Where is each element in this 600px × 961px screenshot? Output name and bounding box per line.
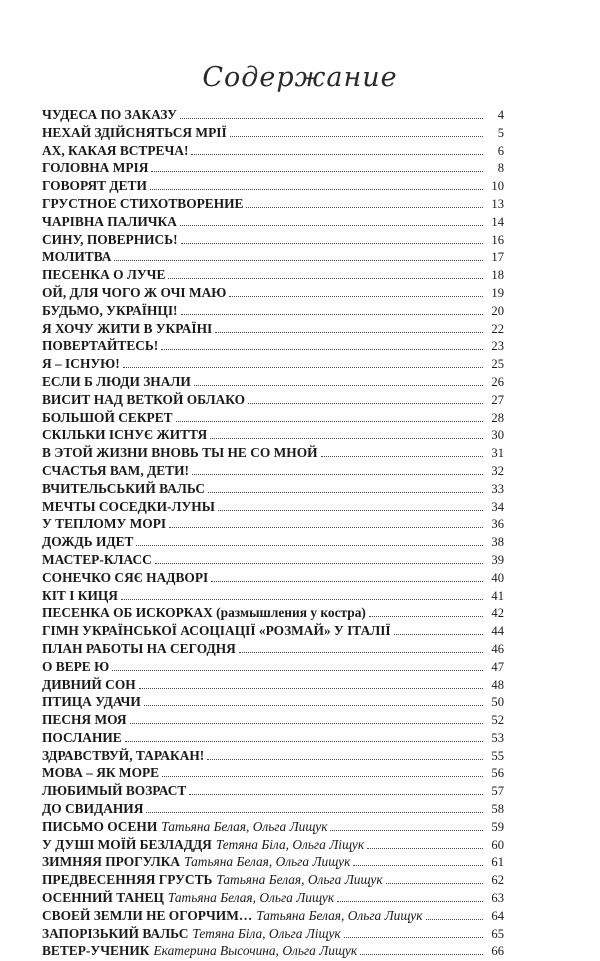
dot-leader — [169, 527, 483, 528]
entry-page-number: 5 — [497, 125, 504, 140]
entry-title: СВОЕЙ ЗЕМЛИ НЕ ОГОРЧИМ… — [42, 907, 253, 923]
entry-author: Екатерина Высочина, Ольга Лищук — [153, 943, 358, 959]
entry-title: ВИСИТ НАД ВЕТКОЙ ОБЛАКО — [42, 391, 246, 407]
dot-leader — [360, 954, 483, 955]
toc-entry — [42, 818, 504, 836]
entry-page-number: 66 — [491, 944, 504, 959]
toc-entry — [42, 284, 504, 302]
entry-author: Тетяна Біла, Ольга Ліщук — [192, 925, 341, 941]
entry-title: Я – ІСНУЮ! — [42, 356, 120, 372]
dot-leader — [130, 723, 483, 724]
entry-title: НЕХАЙ ЗДІЙСНЯТЬСЯ МРІЇ — [42, 124, 227, 140]
toc-entry — [42, 266, 504, 284]
dot-leader — [181, 243, 483, 244]
entry-page-number: 32 — [491, 463, 504, 478]
dot-leader — [136, 545, 483, 546]
entry-page-number: 57 — [491, 784, 504, 799]
entry-page-number: 22 — [491, 321, 504, 336]
toc-entry — [42, 676, 504, 694]
toc-entry — [42, 853, 504, 871]
dot-leader — [344, 937, 483, 938]
entry-page-number: 6 — [497, 143, 504, 158]
entry-page-number: 59 — [491, 819, 504, 834]
toc-entry — [42, 355, 504, 373]
entry-title: Я ХОЧУ ЖИТИ В УКРАЇНІ — [42, 320, 213, 336]
toc-entry — [42, 462, 504, 480]
entry-title: ДОЖДЬ ИДЕТ — [42, 534, 134, 550]
entry-title: СЧАСТЬЯ ВАМ, ДЕТИ! — [42, 462, 189, 478]
entry-page-number: 13 — [491, 196, 504, 211]
toc-entry — [42, 889, 504, 907]
dot-leader — [211, 581, 483, 582]
entry-title: СОНЕЧКО СЯЄ НАДВОРІ — [42, 569, 209, 585]
toc-entry — [42, 782, 504, 800]
entry-title: ДО СВИДАНИЯ — [42, 801, 144, 817]
entry-title: МОВА – ЯК МОРЕ — [42, 765, 160, 781]
dot-leader — [155, 563, 483, 564]
entry-page-number: 31 — [491, 446, 504, 461]
dot-leader — [386, 883, 483, 884]
dot-leader — [369, 616, 483, 617]
entry-title: ПЛАН РАБОТЫ НА СЕГОДНЯ — [42, 640, 236, 656]
entry-title: БОЛЬШОЙ СЕКРЕТ — [42, 409, 173, 425]
entry-page-number: 23 — [491, 339, 504, 354]
entry-page-number: 53 — [491, 730, 504, 745]
toc-entry — [42, 942, 504, 960]
toc-entry — [42, 729, 504, 747]
toc-entry — [42, 498, 504, 516]
entry-page-number: 63 — [491, 891, 504, 906]
entry-author: Тетяна Біла, Ольга Ліщук — [215, 836, 365, 852]
entry-page-number: 18 — [491, 268, 504, 283]
dot-leader — [229, 296, 483, 297]
toc-entry — [42, 480, 504, 498]
entry-title: ДИВНИЙ СОН — [42, 676, 136, 692]
dot-leader — [426, 919, 484, 920]
entry-author: Татьяна Белая, Ольга Лищук — [216, 872, 383, 888]
toc-entry — [42, 248, 504, 266]
entry-title: ЗАПОРІЗЬКИЙ ВАЛЬС — [42, 925, 189, 941]
dot-leader — [180, 225, 483, 226]
toc-entry — [42, 693, 504, 711]
toc-entry — [42, 124, 504, 142]
entry-page-number: 30 — [491, 428, 504, 443]
entry-title: ПОВЕРТАЙТЕСЬ! — [42, 338, 159, 354]
dot-leader — [189, 794, 483, 795]
entry-page-number: 60 — [491, 837, 504, 852]
entry-title: ГОВОРЯТ ДЕТИ — [42, 178, 147, 194]
entry-page-number: 17 — [491, 250, 504, 265]
entry-title: ЧУДЕСА ПО ЗАКАЗУ — [42, 107, 177, 122]
entry-title: ГОЛОВНА МРІЯ — [42, 160, 149, 176]
dot-leader — [125, 741, 483, 742]
dot-leader — [144, 705, 483, 706]
entry-page-number: 16 — [491, 232, 504, 247]
dot-leader — [114, 260, 483, 261]
entry-page-number: 52 — [491, 713, 504, 728]
dot-leader — [246, 207, 483, 208]
dot-leader — [230, 136, 483, 137]
entry-author: Татьяна Белая, Ольга Лищук — [161, 818, 328, 834]
entry-page-number: 62 — [491, 873, 504, 888]
entry-page-number: 34 — [491, 499, 504, 514]
toc-list — [42, 106, 504, 960]
entry-page-number: 48 — [491, 677, 504, 692]
entry-title: ПЕСЕНКА ОБ ИСКОРКАХ (размышления у костра) — [42, 605, 366, 621]
toc-entry — [42, 337, 504, 355]
entry-title: ПРЕДВЕСЕННЯЯ ГРУСТЬ — [42, 872, 213, 888]
toc-entry — [42, 622, 504, 640]
toc-entry — [42, 391, 504, 409]
entry-title: ПТИЦА УДАЧИ — [42, 694, 141, 710]
dot-leader — [121, 599, 483, 600]
entry-page-number: 41 — [491, 588, 504, 603]
entry-page-number: 4 — [497, 108, 504, 122]
entry-title: ПИСЬМО ОСЕНИ — [42, 818, 158, 834]
entry-page-number: 61 — [491, 855, 504, 870]
dot-leader — [248, 403, 483, 404]
entry-title: У ТЕПЛОМУ МОРІ — [42, 516, 167, 532]
toc-entry — [42, 533, 504, 551]
dot-leader — [161, 349, 483, 350]
dot-leader — [218, 510, 483, 511]
entry-title: ОСЕННИЙ ТАНЕЦ — [42, 890, 164, 906]
entry-page-number: 65 — [491, 926, 504, 941]
dot-leader — [207, 759, 483, 760]
entry-page-number: 19 — [491, 285, 504, 300]
dot-leader — [394, 634, 483, 635]
entry-page-number: 64 — [491, 908, 504, 923]
toc-entry — [42, 302, 504, 320]
dot-leader — [321, 456, 483, 457]
dot-leader — [208, 492, 483, 493]
toc-entry — [42, 231, 504, 249]
entry-author: Татьяна Белая, Ольга Лищук — [184, 854, 351, 870]
toc-entry — [42, 925, 504, 943]
entry-title: АХ, КАКАЯ ВСТРЕЧА! — [42, 142, 189, 158]
entry-title: ВЕТЕР-УЧЕНИК — [42, 943, 150, 959]
toc-entry — [42, 587, 504, 605]
entry-page-number: 46 — [491, 641, 504, 656]
toc-entry — [42, 711, 504, 729]
dot-leader — [192, 474, 483, 475]
toc-entry — [42, 569, 504, 587]
entry-title: МЕЧТЫ СОСЕДКИ-ЛУНЫ — [42, 498, 215, 514]
dot-leader — [123, 367, 483, 368]
entry-page-number: 26 — [491, 374, 504, 389]
dot-leader — [337, 901, 483, 902]
dot-leader — [151, 171, 483, 172]
entry-page-number: 44 — [491, 624, 504, 639]
toc-entry — [42, 836, 504, 854]
toc-entry — [42, 444, 504, 462]
toc-entry — [42, 800, 504, 818]
dot-leader — [210, 438, 483, 439]
entry-page-number: 47 — [491, 659, 504, 674]
dot-leader — [150, 189, 483, 190]
toc-entry — [42, 604, 504, 622]
toc-entry — [42, 177, 504, 195]
dot-leader — [239, 652, 483, 653]
entry-page-number: 40 — [491, 570, 504, 585]
entry-page-number: 58 — [491, 802, 504, 817]
entry-page-number: 8 — [497, 161, 504, 176]
dot-leader — [168, 278, 483, 279]
entry-title: ГІМН УКРАЇНСЬКОЇ АСОЦІАЦІЇ «РОЗМАЙ» У ІТАЛІЇ — [42, 623, 391, 639]
entry-title: ПОСЛАНИЕ — [42, 729, 122, 745]
toc-entry — [42, 658, 504, 676]
entry-page-number: 39 — [491, 552, 504, 567]
entry-page-number: 55 — [491, 748, 504, 763]
toc-entry — [42, 213, 504, 231]
entry-page-number: 10 — [491, 179, 504, 194]
toc-entry — [42, 320, 504, 338]
dot-leader — [215, 332, 483, 333]
dot-leader — [146, 812, 483, 813]
entry-title: СИНУ, ПОВЕРНИСЬ! — [42, 231, 178, 247]
entry-title: СКІЛЬКИ ІСНУЄ ЖИТТЯ — [42, 427, 208, 443]
dot-leader — [176, 421, 483, 422]
dot-leader — [353, 865, 483, 866]
entry-page-number: 20 — [491, 303, 504, 318]
entry-title: В ЭТОЙ ЖИЗНИ ВНОВЬ ТЫ НЕ СО МНОЙ — [42, 445, 318, 461]
toc-entry — [42, 159, 504, 177]
entry-page-number: 25 — [491, 357, 504, 372]
entry-title: ПЕСНЯ МОЯ — [42, 712, 127, 728]
dot-leader — [367, 848, 483, 849]
dot-leader — [180, 118, 483, 119]
entry-page-number: 28 — [491, 410, 504, 425]
entry-page-number: 42 — [491, 606, 504, 621]
entry-author: Татьяна Белая, Ольга Лищук — [256, 907, 423, 923]
entry-title: У ДУШІ МОЇЙ БЕЗЛАДДЯ — [42, 836, 212, 852]
dot-leader — [112, 670, 483, 671]
dot-leader — [330, 830, 483, 831]
toc-entry — [42, 551, 504, 569]
dot-leader — [139, 688, 483, 689]
toc-entry — [42, 142, 504, 160]
entry-page-number: 36 — [491, 517, 504, 532]
toc-entry — [42, 373, 504, 391]
entry-title: О ВЕРЕ Ю — [42, 658, 110, 674]
entry-title: МАСТЕР-КЛАСС — [42, 551, 152, 567]
entry-title: БУДЬМО, УКРАЇНЦІ! — [42, 302, 178, 318]
toc-entry — [42, 907, 504, 925]
toc-entry — [42, 640, 504, 658]
dot-leader — [194, 385, 483, 386]
entry-page-number: 50 — [491, 695, 504, 710]
entry-title: ЗДРАВСТВУЙ, ТАРАКАН! — [42, 747, 205, 763]
entry-author: Татьяна Белая, Ольга Лищук — [167, 890, 335, 906]
entry-title: ГРУСТНОЕ СТИХОТВОРЕНИЕ — [42, 195, 244, 211]
toc-entry — [42, 426, 504, 444]
entry-title: ЛЮБИМЫЙ ВОЗРАСТ — [42, 783, 187, 799]
toc-entry — [42, 195, 504, 213]
entry-title: ВЧИТЕЛЬСЬКИЙ ВАЛЬС — [42, 480, 206, 496]
entry-title: ЗИМНЯЯ ПРОГУЛКА — [42, 854, 181, 870]
toc-entry — [42, 409, 504, 427]
entry-page-number: 33 — [491, 481, 504, 496]
entry-title: КІТ І КИЦЯ — [42, 587, 118, 603]
dot-leader — [191, 154, 483, 155]
entry-page-number: 27 — [491, 392, 504, 407]
entry-title: МОЛИТВА — [42, 249, 112, 265]
entry-page-number: 56 — [491, 766, 504, 781]
entry-title: ПЕСЕНКА О ЛУЧЕ — [42, 267, 166, 283]
entry-title: ОЙ, ДЛЯ ЧОГО Ж ОЧІ МАЮ — [42, 284, 227, 300]
entry-page-number: 38 — [491, 535, 504, 550]
toc-entry — [42, 764, 504, 782]
entry-title: ЕСЛИ Б ЛЮДИ ЗНАЛИ — [42, 373, 191, 389]
toc-entry — [42, 106, 504, 124]
page-title: Содержание — [202, 62, 398, 93]
toc-entry — [42, 515, 504, 533]
dot-leader — [162, 776, 483, 777]
toc-entry — [42, 747, 504, 765]
entry-title: ЧАРІВНА ПАЛИЧКА — [42, 213, 177, 229]
toc-entry — [42, 871, 504, 889]
dot-leader — [181, 314, 483, 315]
entry-page-number: 14 — [491, 214, 504, 229]
